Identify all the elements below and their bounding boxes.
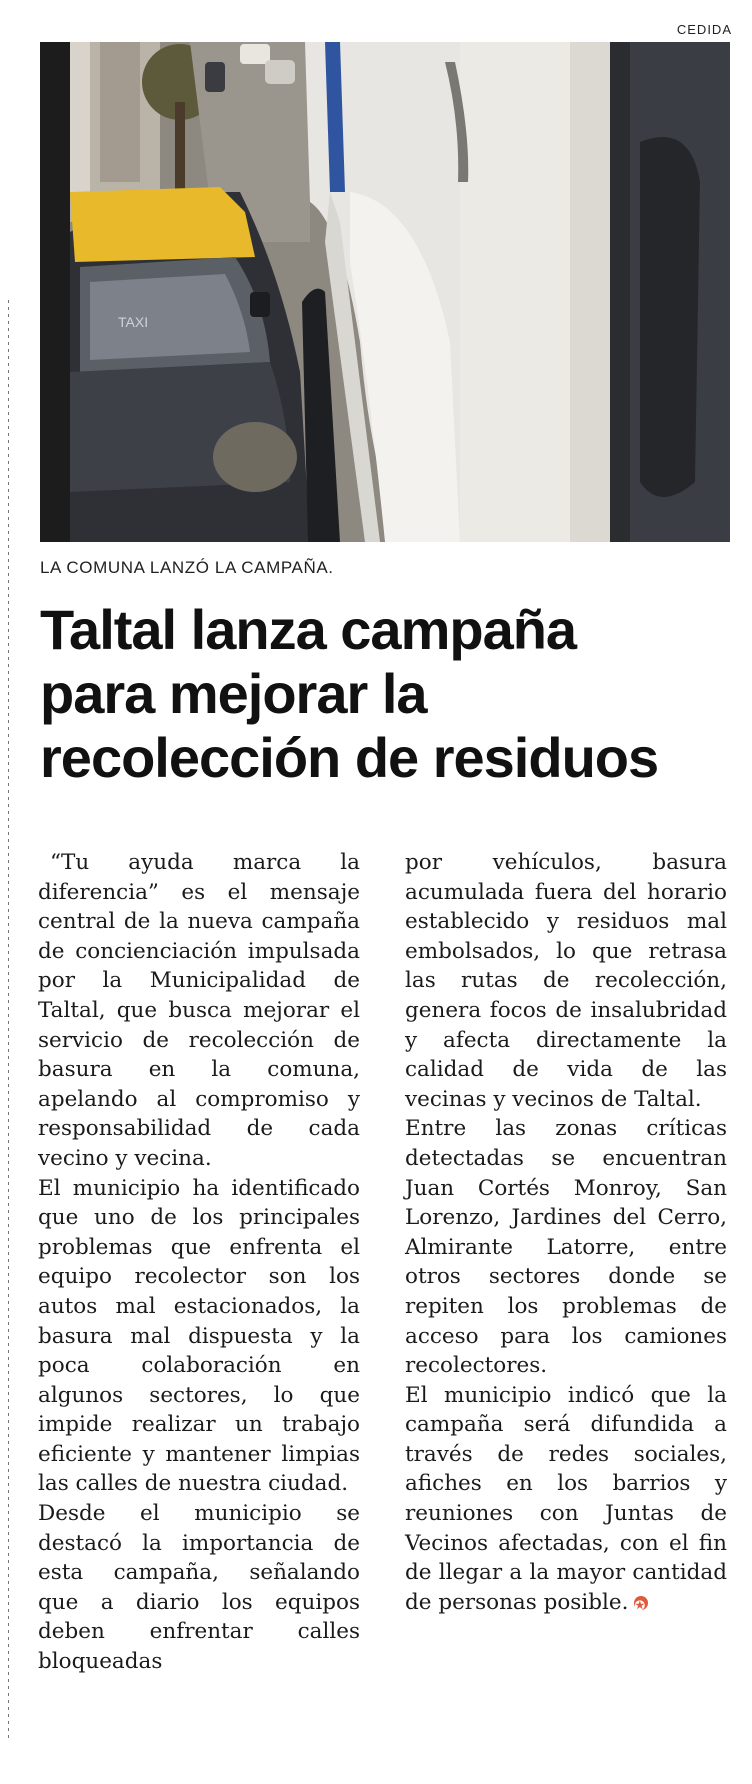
star-circle-icon <box>634 1596 648 1610</box>
headline-line: para mejorar la <box>40 662 427 725</box>
body-paragraph-last <box>405 1381 727 1618</box>
photo-caption: LA COMUNA LANZÓ LA CAMPAÑA. <box>40 558 334 577</box>
photo-credit: CEDIDA <box>676 22 732 37</box>
body-paragraph: por vehículos, basura acumulada fuera del horario establecido y residuos mal embolsados, lo que retrasa las rutas de recolección, genera focos de insalubridad y afecta directamente la calidad de vida de las vecinas y vecinos de Taltal. <box>405 850 727 1112</box>
body-paragraph: Desde el municipio se destacó la importancia de esta campaña, señalando que a diario los equipos deben enfrentar calles bloqueadas <box>38 1501 360 1675</box>
body-column-right <box>405 848 727 1617</box>
taxi-sign-text: TAXI <box>118 314 149 330</box>
body-column-left <box>38 848 360 1677</box>
body-paragraph: Entre las zonas críticas detectadas se encuentran Juan Cortés Monroy, San Lorenzo, Jardines del Cerro, Almirante Latorre, entre otros sectores donde se repiten los problemas de acceso para los camiones recolectores. <box>405 1116 727 1379</box>
body-paragraph-text: El municipio indicó que la campaña será difundida a través de redes sociales, afiches en los barrios y reuniones con Juntas de Vecinos afectadas, con el fin de llegar a la mayor cantidad de personas posible. <box>405 1382 727 1615</box>
headline <box>40 598 730 790</box>
headline-line: recolección de residuos <box>40 726 659 789</box>
body-paragraph: El municipio ha identificado que uno de los principales problemas que enfrenta el equipo recolector son los autos mal estacionados, la basura mal dispuesta y la poca colaboración en algunos sectores, lo que impide realizar un trabajo eficiente y mantener limpias las calles de nuestra ciudad. <box>38 1175 360 1497</box>
body-paragraph: “Tu ayuda marca la diferencia” es el mensaje central de la nueva campaña de concienciación impulsada por la Municipalidad de Taltal, que busca mejorar el servicio de recolección de basura en la comuna, apelando al compromiso y responsabilidad de cada vecino y vecina. <box>38 850 360 1171</box>
headline-line: Taltal lanza campaña <box>40 598 577 661</box>
article-photo <box>40 42 730 542</box>
margin-divider <box>8 300 9 1740</box>
